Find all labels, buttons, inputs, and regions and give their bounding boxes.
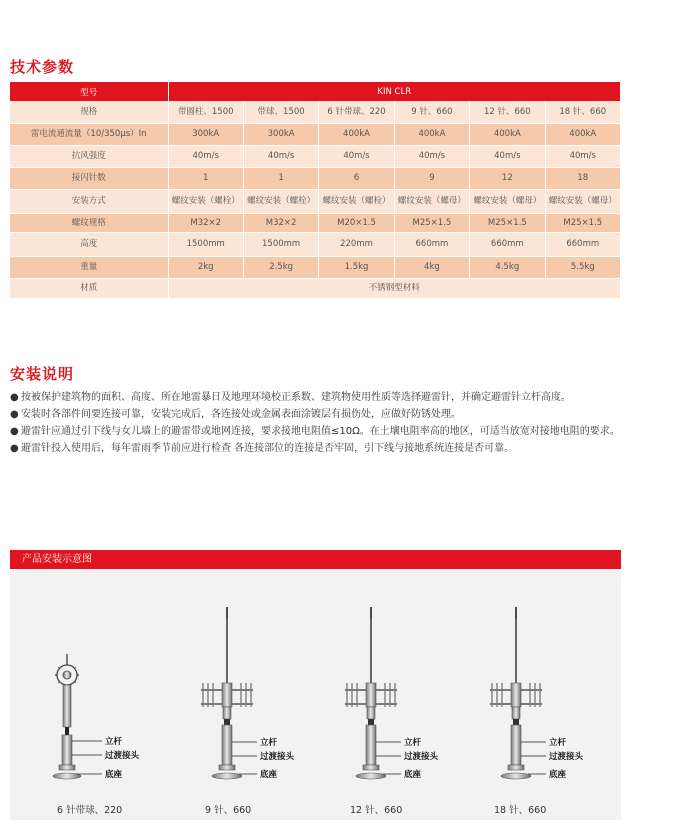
spec-cell: 1500mm — [243, 232, 318, 256]
spec-cell: 螺纹安装（螺栓） — [243, 189, 318, 213]
spec-cell: 1500mm — [168, 232, 243, 256]
spec-row-label: 材质 — [10, 278, 168, 298]
spec-cell: M32×2 — [168, 213, 243, 232]
caption-18-needle: 18 针、660 — [494, 805, 547, 816]
label-pole: 立杆 — [404, 738, 422, 748]
rod-figure-12-needle — [345, 607, 439, 780]
spec-table — [10, 82, 621, 299]
spec-cell: 40m/s — [545, 145, 620, 167]
spec-row — [10, 256, 621, 278]
spec-cell: 4.5kg — [470, 256, 545, 278]
spec-cell: 2.5kg — [243, 256, 318, 278]
label-pole: 立杆 — [105, 737, 123, 747]
label-base: 底座 — [404, 770, 422, 780]
spec-cell: 12 针、660 — [470, 101, 545, 123]
spec-cell: 螺纹安装（螺栓） — [168, 189, 243, 213]
install-notes — [10, 389, 625, 457]
spec-cell: M32×2 — [243, 213, 318, 232]
spec-cell: 40m/s — [168, 145, 243, 167]
spec-cell: 220mm — [319, 232, 394, 256]
spec-cell: 螺纹安装（螺栓） — [319, 189, 394, 213]
spec-cell: M25×1.5 — [394, 213, 469, 232]
spec-cell: 300kA — [243, 123, 318, 145]
spec-row-material — [10, 278, 621, 298]
install-note: ● 避雷针应通过引下线与女儿墙上的避雷带或地网连接，要求接地电阻值≤10Ω。在土壤电阻率高的地区，可适当放宽对接地电阻的要求。 — [10, 423, 625, 440]
spec-cell: 带圆柱、1500 — [168, 101, 243, 123]
caption-9-needle: 9 针、660 — [205, 805, 252, 816]
spec-cell: 9 针、660 — [394, 101, 469, 123]
spec-cell: 660mm — [470, 232, 545, 256]
diagram-section-title: 产品安装示意图 — [22, 554, 92, 565]
spec-row-label: 高度 — [10, 232, 168, 256]
spec-cell: 400kA — [319, 123, 394, 145]
label-base: 底座 — [260, 770, 278, 780]
spec-cell: 400kA — [545, 123, 620, 145]
spec-row-label: 雷电流通流量（10/350μs）In — [10, 123, 168, 145]
spec-cell: M25×1.5 — [545, 213, 620, 232]
spec-row-label: 螺纹规格 — [10, 213, 168, 232]
label-joint: 过渡接头 — [105, 751, 140, 761]
spec-row — [10, 167, 621, 189]
label-joint: 过渡接头 — [404, 752, 439, 762]
spec-cell: 螺纹安装（螺母） — [394, 189, 469, 213]
rod-figure-9-needle — [201, 607, 295, 780]
spec-cell: M20×1.5 — [319, 213, 394, 232]
spec-cell: 1 — [243, 167, 318, 189]
spec-cell: 300kA — [168, 123, 243, 145]
bullet-icon: ● — [10, 426, 19, 437]
spec-cell: 1.5kg — [319, 256, 394, 278]
spec-cell: 4kg — [394, 256, 469, 278]
model-header-label: 型号 — [10, 82, 168, 101]
spec-row-label: 规格 — [10, 101, 168, 123]
diagram-section-banner — [10, 550, 621, 569]
label-joint: 过渡接头 — [549, 752, 584, 762]
model-header-value: KIN CLR — [168, 82, 621, 101]
spec-cell: M25×1.5 — [470, 213, 545, 232]
spec-cell: 400kA — [470, 123, 545, 145]
spec-cell: 660mm — [545, 232, 620, 256]
spec-section-title: 技术参数 — [10, 58, 75, 76]
rod-figure-ball — [53, 654, 140, 780]
spec-cell: 5.5kg — [545, 256, 620, 278]
label-base: 底座 — [549, 770, 567, 780]
spec-row — [10, 101, 621, 123]
spec-cell: 660mm — [394, 232, 469, 256]
spec-cell: 螺纹安装（螺母） — [470, 189, 545, 213]
install-note: ● 避雷针投入使用后，每年雷雨季节前应进行检查 各连接部位的连接是否牢固，引下线与接地系统连接是否可靠。 — [10, 440, 625, 457]
label-pole: 立杆 — [549, 738, 567, 748]
spec-row — [10, 213, 621, 232]
spec-cell: 18 针、660 — [545, 101, 620, 123]
spec-cell: 6 — [319, 167, 394, 189]
diagram-illustration — [10, 569, 621, 820]
bullet-icon: ● — [10, 443, 19, 454]
spec-row-label: 安装方式 — [10, 189, 168, 213]
spec-cell: 18 — [545, 167, 620, 189]
spec-row — [10, 123, 621, 145]
material-value: 不锈钢型材料 — [168, 278, 621, 298]
install-note: ● 安装时各部件间要连接可靠，安装完成后，各连接处或金属表面涂镀层有损伤处，应做好防锈处理。 — [10, 406, 625, 423]
label-pole: 立杆 — [260, 738, 278, 748]
spec-row-label: 重量 — [10, 256, 168, 278]
spec-cell: 40m/s — [319, 145, 394, 167]
spec-cell: 带球、1500 — [243, 101, 318, 123]
label-joint: 过渡接头 — [260, 752, 295, 762]
bullet-icon: ● — [10, 409, 19, 420]
installation-diagram — [10, 569, 621, 820]
caption-6-needle: 6 针带球、220 — [57, 805, 123, 816]
spec-cell: 40m/s — [243, 145, 318, 167]
spec-row-label: 接闪针数 — [10, 167, 168, 189]
label-base: 底座 — [105, 770, 123, 780]
rod-figure-18-needle — [490, 607, 584, 780]
spec-row-label: 抗风强度 — [10, 145, 168, 167]
spec-cell: 螺纹安装（螺母） — [545, 189, 620, 213]
bullet-icon: ● — [10, 392, 19, 403]
install-section-title: 安装说明 — [10, 365, 75, 383]
caption-12-needle: 12 针、660 — [350, 805, 403, 816]
spec-cell: 9 — [394, 167, 469, 189]
install-note: ● 按被保护建筑物的面积、高度、所在地雷暴日及地理环境校正系数、建筑物使用性质等选择避雷针，并确定避雷针立杆高度。 — [10, 389, 625, 406]
spec-cell: 40m/s — [470, 145, 545, 167]
spec-cell: 6 针带球、220 — [319, 101, 394, 123]
spec-row — [10, 189, 621, 213]
spec-cell: 1 — [168, 167, 243, 189]
spec-cell: 400kA — [394, 123, 469, 145]
spec-row — [10, 232, 621, 256]
spec-cell: 40m/s — [394, 145, 469, 167]
spec-row — [10, 145, 621, 167]
spec-cell: 2kg — [168, 256, 243, 278]
spec-cell: 12 — [470, 167, 545, 189]
